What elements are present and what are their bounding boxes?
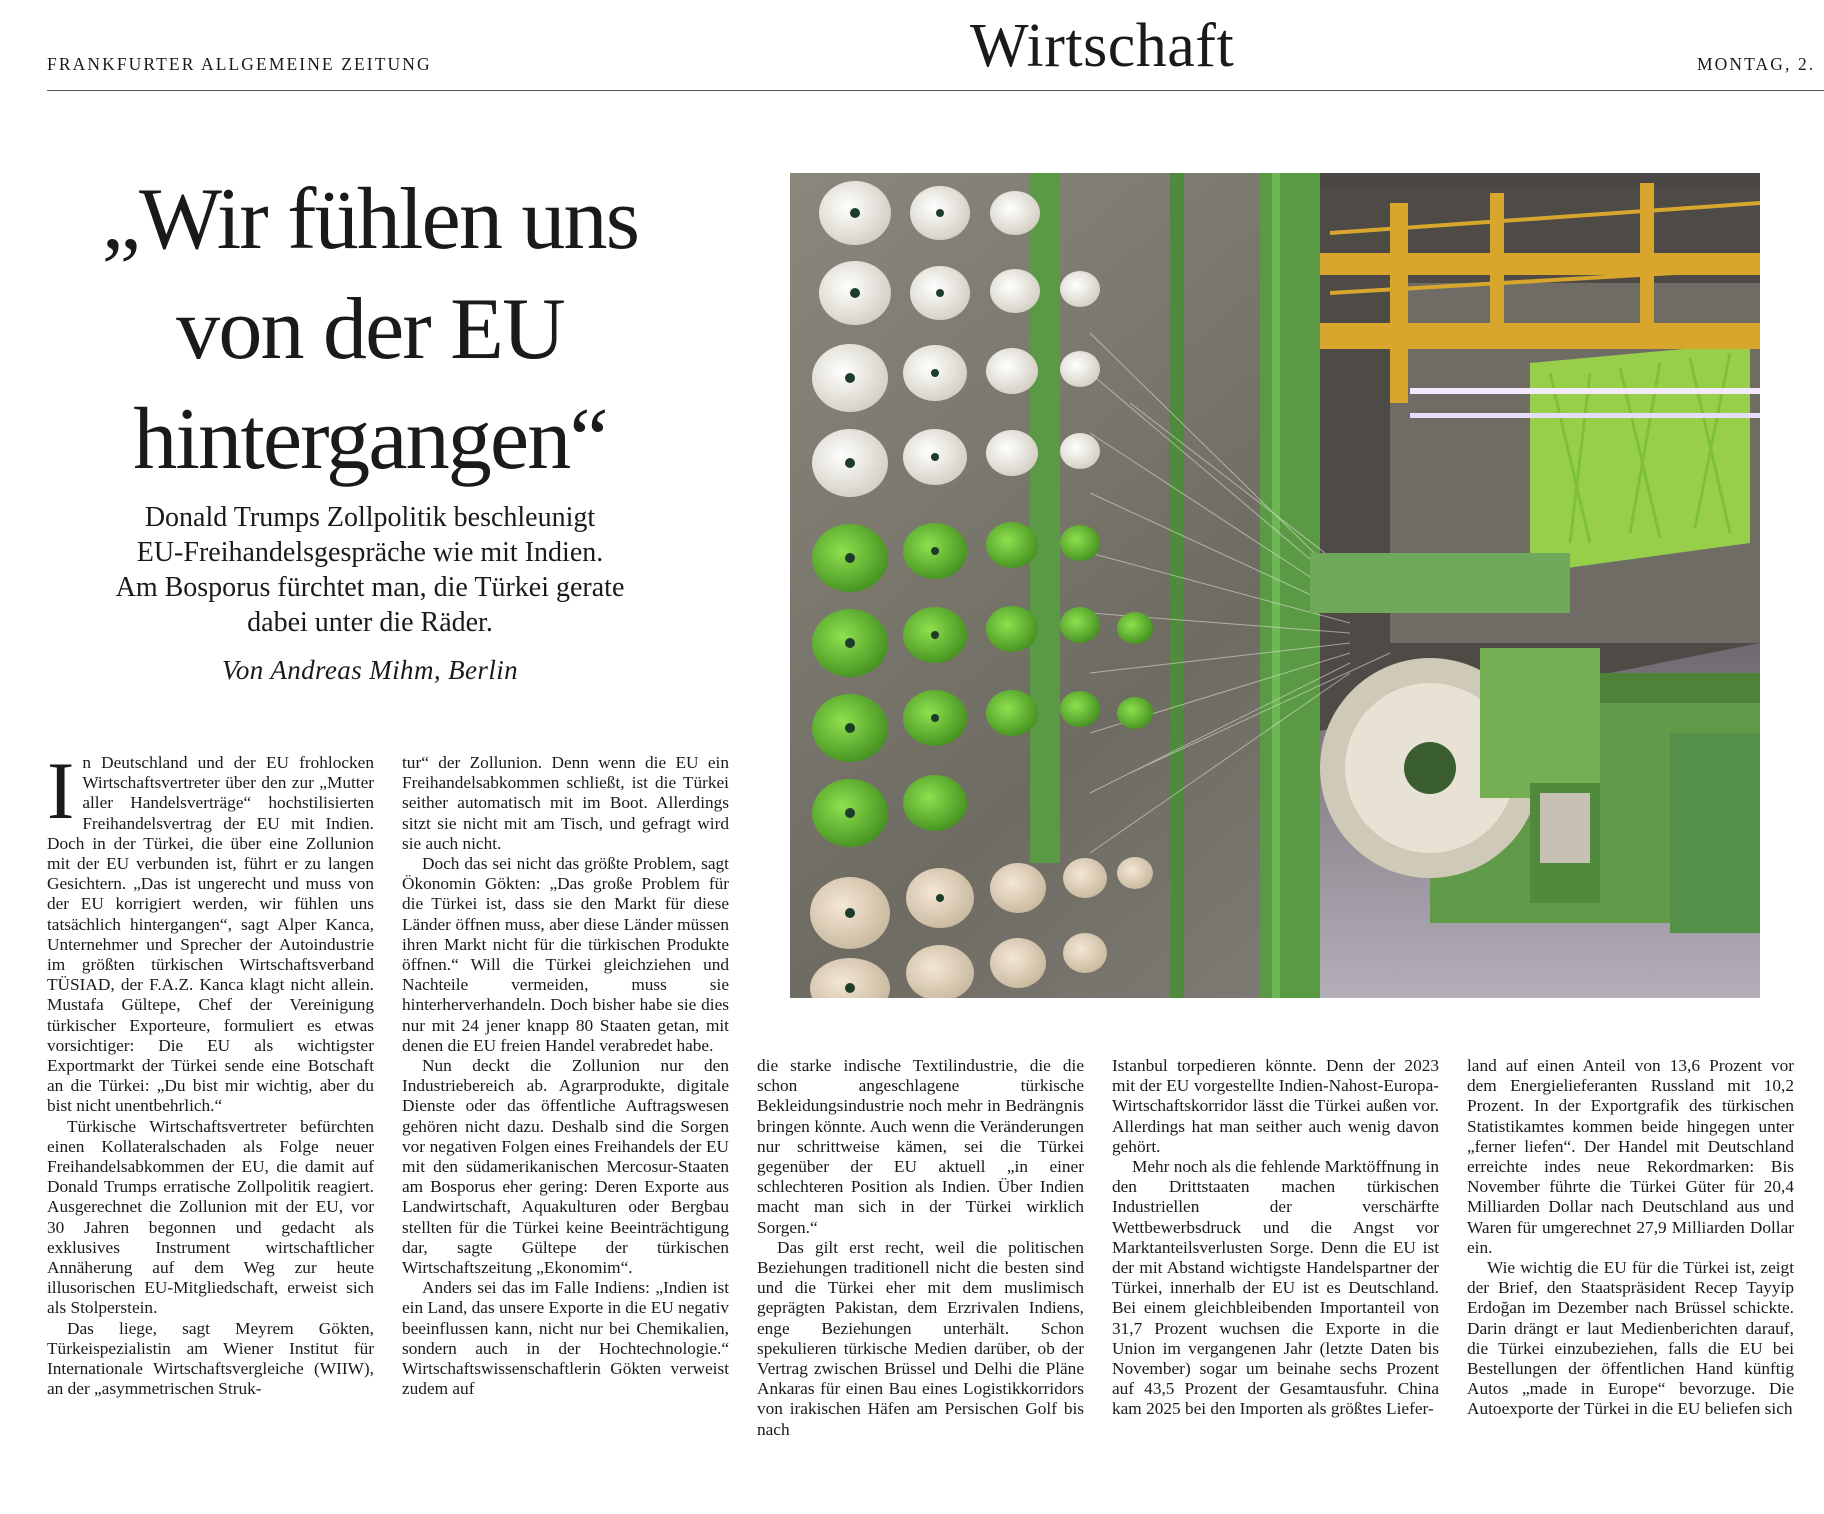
paragraph: Das liege, sagt Meyrem Gökten, Türkeispezialistin am Wiener Institut für Internationale Wirtschaftsvergleiche (WIIW), an der „asymmetrischen Struk- — [47, 1318, 374, 1399]
newspaper-name: FRANKFURTER ALLGEMEINE ZEITUNG — [47, 54, 432, 74]
subhead-line: Donald Trumps Zollpolitik beschleunigt — [144, 502, 596, 533]
article-column-3 — [757, 1056, 1084, 1514]
headline-line: hintergangen“ — [133, 391, 607, 488]
article-column-2 — [402, 753, 729, 1513]
drop-cap: I — [47, 753, 75, 836]
paragraph: Doch das sei nicht das größte Problem, sagt Ökonomin Gökten: „Das große Problem für die Türkei ist, dass sie den Markt für diese Länder öffnen muss, aber diese Länder müssen ihren Markt nicht für die türkischen Produkte öffnen.“ Will die Türkei gleichziehen und Nachteile vermeiden, muss sie hinterherverhandeln. Doch bisher habe sie dies nur mit 24 jener knapp 80 Staaten getan, mit denen die EU freien Handel verabredet habe. — [402, 854, 729, 1055]
paragraph: Mehr noch als die fehlende Marktöffnung in den Drittstaaten machen türkischen Industriellen der verschärfte Wettbewerbsdruck und die Angst vor Marktanteilsverlusten Sorge. Denn die EU ist der mit Abstand wichtigste Handelspartner der Türkei, innerhalb der EU ist es Deutschland. Bei einem gleichbleibenden Importanteil von 31,7 Prozent wuchsen die Exporte in die Union im vergangenen Jahr (letzte Daten bis November) sogar um beinahe sechs Prozent auf 43,5 Prozent der Gesamtausfuhr. China kam 2025 bei den Importen als größtes Liefer- — [1112, 1157, 1439, 1419]
issue-date: MONTAG, 2. — [1697, 54, 1816, 74]
headline-line: von der EU — [176, 281, 564, 378]
paragraph: Das gilt erst recht, weil die politischen Beziehungen traditionell nicht die besten sind und die Türkei eher mit dem muslimisch geprägten Pakistan, dem Erzrivalen Indiens, enge Beziehungen unterhält. Schon spekulieren türkische Medien darüber, ob der Vertrag zwischen Brüssel und Delhi die Pläne Ankaras für einen Bau eines Logistikkorridors von irakischen Häfen am Persischen Golf bis nach — [757, 1237, 1084, 1439]
paragraph: die starke indische Textilindustrie, die die schon angeschlagene türkische Bekleidungsindustrie noch mehr in Bedrängnis bringen könnte. Auch wenn die Veränderungen nur schrittweise kämen, sei die Türkei gegenüber der EU aktuell „in einer schlechteren Position als Indien. Über Indien macht man sich in der Türkei wirklich Sorgen.“ — [757, 1056, 1084, 1237]
subhead-line: Am Bosporus fürchtet man, die Türkei gerate — [115, 572, 625, 603]
paragraph: land auf einen Anteil von 13,6 Prozent vor dem Energielieferanten Russland mit 10,2 Prozent. In der Exportgrafik des türkischen Statistikamtes kommen beide hingegen unter „ferner liefen“. Der Handel mit Deutschland erreichte indes neue Rekordmarken: Bis November führte die Türkei Güter für 20,4 Milliarden Dollar nach Deutschland aus und Waren für umgerechnet 27,9 Milliarden Dollar ein. — [1467, 1056, 1794, 1257]
article-column-5 — [1467, 1056, 1794, 1514]
article-subhead — [70, 500, 670, 640]
subhead-line: dabei unter die Räder. — [247, 607, 493, 638]
textile-mill-illustration — [790, 173, 1760, 998]
article-photo — [790, 173, 1760, 998]
section-title: Wirtschaft — [970, 12, 1235, 80]
paragraph: Istanbul torpedieren könnte. Denn der 2023 mit der EU vorgestellte Indien-Nahost-Europa-Wirtschaftskorridor lässt die Türkei außen vor. Allerdings hat man seither auch wenig davon gehört. — [1112, 1056, 1439, 1156]
byline: Von Andreas Mihm, Berlin — [221, 655, 519, 685]
article-column-1 — [47, 753, 374, 1513]
paragraph — [47, 753, 374, 1117]
paragraph: Anders sei das im Falle Indiens: „Indien ist ein Land, das unsere Exporte in die EU negativ beeinflussen kann, nicht nur bei Chemikalien, sondern auch in der Hochtechnologie.“ Wirtschaftswissenschaftlerin Gökten verweist zudem auf — [402, 1278, 729, 1399]
article-headline — [60, 165, 680, 495]
paragraph: Türkische Wirtschaftsvertreter befürchten einen Kollateralschaden als Folge neuer Freihandelsabkommen der EU, die damit auf Donald Trumps erratische Zollpolitik reagiert. Ausgerechnet die Zollunion mit der EU, vor 30 Jahren begonnen und gedacht als exklusives Instrument wirtschaftlicher Annäherung auf dem Weg zur heute illusorischen EU-Mitgliedschaft, erweist sich als Stolperstein. — [47, 1116, 374, 1318]
paragraph: Wie wichtig die EU für die Türkei ist, zeigt der Brief, den Staatspräsident Recep Tayyip Erdoğan im Dezember nach Brüssel schickte. Darin drängt er laut Medienberichten darauf, die Türkei einzubeziehen, falls die EU bei Bestellungen der öffentlichen Hand künftig Autos „made in Europe“ bevorzuge. Die Autoexporte der Türkei in die EU beliefen sich — [1467, 1258, 1794, 1419]
paragraph: tur“ der Zollunion. Denn wenn die EU ein Freihandelsabkommen schließt, ist die Türkei seither automatisch mit im Boot. Allerdings sitzt sie nicht mit am Tisch, und gefragt wird sie auch nicht. — [402, 753, 729, 853]
subhead-line: EU-Freihandelsgespräche wie mit Indien. — [136, 537, 604, 568]
headline-line: „Wir fühlen uns — [101, 171, 639, 268]
article-column-4 — [1112, 1056, 1439, 1514]
paragraph-text: n Deutschland und der EU frohlocken Wirtschaftsvertreter über den zur „Mutter aller Handelsverträge“ hochstilisierten Freihandelsvertrag der EU mit Indien. Doch in der Türkei, die über eine Zollunion mit der EU verbunden ist, führt er zu langen Gesichtern. „Das ist ungerecht und muss von der EU korrigiert werden, wir fühlen uns tatsächlich hintergangen“, sagt Alper Kanca, Unternehmer und Sprecher der Autoindustrie im größten türkischen Wirtschaftsverband TÜSIAD, der F.A.Z. Kanca klagt nicht allein. Mustafa Gültepe, Chef der Vereinigung türkischer Exporteure, formuliert es etwas vorsichtiger: Die EU als wichtigster Exportmarkt der Türkei sende eine Botschaft an die Türkei: „Du bist mir wichtig, aber du bist nicht unentbehrlich.“ — [47, 753, 374, 1116]
paragraph: Nun deckt die Zollunion nur den Industriebereich ab. Agrarprodukte, digitale Dienste oder das öffentliche Auftragswesen gehören nicht dazu. Deshalb sind die Sorgen vor negativen Folgen eines Freihandels der EU mit den südamerikanischen Mercosur-Staaten am Bosporus eher gering: Deren Exporte aus Landwirtschaft, Aquakulturen oder Bergbau stellten für die Türkei keine Beeinträchtigung dar, sagte Gültepe der türkischen Wirtschaftszeitung „Ekonomim“. — [402, 1056, 729, 1278]
header-rule — [47, 90, 1824, 91]
